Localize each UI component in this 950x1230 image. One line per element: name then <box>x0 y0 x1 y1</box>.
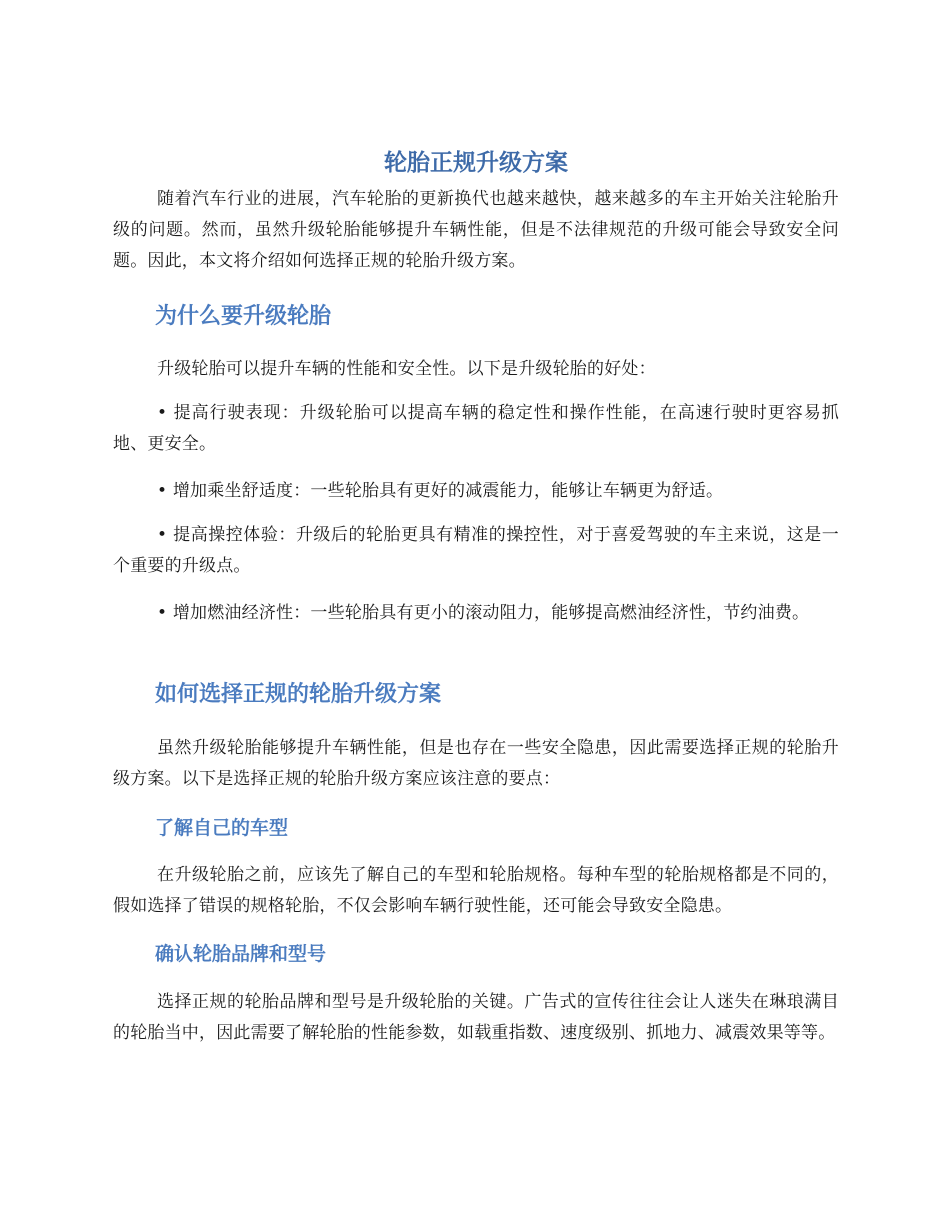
bullet-item-driving-performance: • 提高行驶表现：升级轮胎可以提高车辆的稳定性和操作性能，在高速行驶时更容易抓地、更安全。 <box>113 403 839 454</box>
section-heading-why-upgrade: 为什么要升级轮胎 <box>155 304 332 329</box>
bullet-item-fuel-economy: • 增加燃油经济性：一些轮胎具有更小的滚动阻力，能够提高燃油经济性，节约油费。 <box>157 603 810 623</box>
subsection2-paragraph: 选择正规的轮胎品牌和型号是升级轮胎的关键。广告式的宣传往往会让人迷失在琳琅满目的轮胎当中，因此需要了解轮胎的性能参数，如载重指数、速度级别、抓地力、减震效果等等。 <box>113 992 839 1043</box>
document-title: 轮胎正规升级方案 <box>384 150 568 176</box>
section2-lead-paragraph: 虽然升级轮胎能够提升车辆性能，但是也存在一些安全隐患，因此需要选择正规的轮胎升级方案。以下是选择正规的轮胎升级方案应该注意的要点： <box>113 738 839 789</box>
subsection-heading-know-your-car: 了解自己的车型 <box>155 817 289 839</box>
section-heading-how-to-choose: 如何选择正规的轮胎升级方案 <box>155 682 442 707</box>
bullet-item-handling: • 提高操控体验：升级后的轮胎更具有精准的操控性，对于喜爱驾驶的车主来说，这是一个重要的升级点。 <box>113 525 839 576</box>
section1-lead-paragraph: 升级轮胎可以提升车辆的性能和安全性。以下是升级轮胎的好处： <box>157 359 656 379</box>
subsection1-paragraph: 在升级轮胎之前，应该先了解自己的车型和轮胎规格。每种车型的轮胎规格都是不同的，假如选择了错误的规格轮胎，不仅会影响车辆行驶性能，还可能会导致安全隐患。 <box>113 865 839 916</box>
intro-paragraph: 随着汽车行业的进展，汽车轮胎的更新换代也越来越快，越来越多的车主开始关注轮胎升级的问题。然而，虽然升级轮胎能够提升车辆性能，但是不法律规范的升级可能会导致安全问题。因此，本文将介绍如何选择正规的轮胎升级方案。 <box>113 189 839 271</box>
bullet-item-ride-comfort: • 增加乘坐舒适度：一些轮胎具有更好的减震能力，能够让车辆更为舒适。 <box>157 481 724 501</box>
subsection-heading-brand-model: 确认轮胎品牌和型号 <box>155 943 327 965</box>
